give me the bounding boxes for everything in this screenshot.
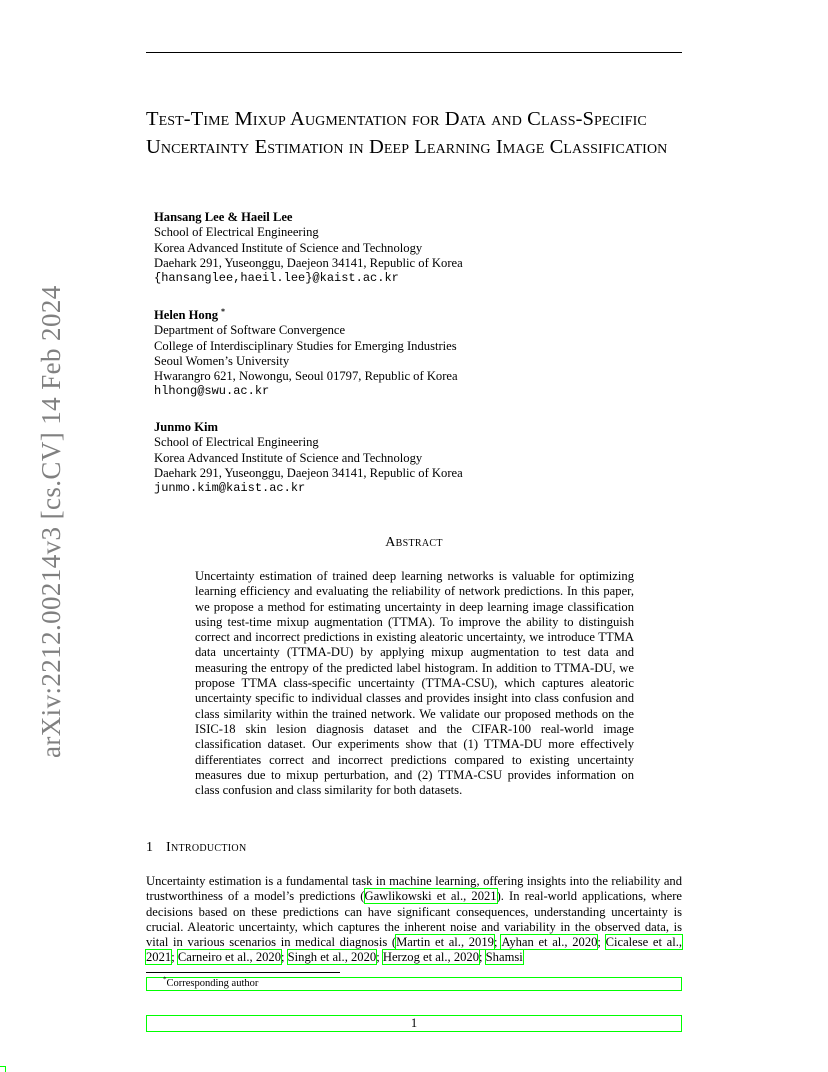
paragraph-text: ; [281, 950, 288, 965]
citation-link[interactable]: Carneiro et al., 2020 [177, 950, 282, 965]
paragraph-text: ; [171, 950, 178, 965]
paragraph-text: ; [493, 935, 502, 950]
footnote-text: Corresponding author [166, 978, 259, 989]
link-annotation-corner [0, 1066, 6, 1072]
citation-link[interactable]: Shamsi [485, 950, 523, 965]
paragraph-text: ; [597, 935, 606, 950]
author-name: Helen Hong * [154, 306, 226, 322]
author-email[interactable]: {hansanglee,haeil.lee}@kaist.ac.kr [154, 271, 399, 286]
author-name: Junmo Kim [154, 420, 219, 434]
author-name: Hansang Lee & Haeil Lee [154, 210, 293, 224]
affiliation-line: School of Electrical Engineering [154, 225, 319, 240]
citation-link[interactable]: Cicalese et al., 2021 [146, 935, 683, 965]
page-number-text: 1 [410, 1016, 418, 1030]
top-rule [146, 52, 682, 53]
affiliation-line: Daehark 291, Yuseonggu, Daejeon 34141, Republic of Korea [154, 255, 463, 270]
paragraph-text: ; [479, 950, 486, 965]
introduction-paragraph [146, 874, 682, 966]
footnote-rule [146, 972, 340, 973]
affiliation-line: Korea Advanced Institute of Science and Technology [154, 450, 423, 465]
abstract-text: Uncertainty estimation of trained deep learning networks is valuable for optimizing learning efficiency and evaluating the reliability of network predictions. In this paper, we propose a method for estimating uncertainty in deep learning image classification using test-time mixup augmentation (TTMA). To improve the ability to distinguish correct and incorrect predictions in existing aleatoric uncertainty, we introduce TTMA data uncertainty (TTMA-DU) by applying mixup augmentation to test data and measuring the entropy of the predicted label histogram. In addition to TTMA-DU, we propose TTMA class-specific uncertainty (TTMA-CSU), which captures aleatoric uncertainty specific to individual classes and provides insight into class confusion and class similarity within the trained network. We validate our proposed methods on the ISIC-18 skin lesion diagnosis dataset and the CIFAR-100 real-world image classification dataset. Our experiments show that (1) TTMA-DU more effectively differentiates correct and incorrect predictions compared to existing uncertainty measures due to mixup perturbation, and (2) TTMA-CSU provides information on class confusion and class similarity for both datasets. [195, 569, 634, 798]
author-block-1 [154, 210, 714, 286]
affiliation-line: Hwarangro 621, Nowongu, Seoul 01797, Republic of Korea [154, 369, 458, 384]
footnote[interactable] [146, 977, 682, 991]
citation-link[interactable]: Martin et al., 2019 [396, 935, 494, 950]
affiliation-line: Seoul Women’s University [154, 353, 290, 368]
section-heading-introduction [146, 840, 246, 856]
section-title: Introduction [166, 840, 247, 855]
author-block-3 [154, 420, 714, 496]
abstract-heading: Abstract [385, 535, 443, 550]
author-email[interactable]: junmo.kim@kaist.ac.kr [154, 481, 306, 496]
page-number[interactable] [146, 1015, 682, 1032]
affiliation-line: Department of Software Convergence [154, 323, 346, 338]
affiliation-line: College of Interdisciplinary Studies for Emerging Industries [154, 338, 457, 353]
author-email[interactable]: hlhong@swu.ac.kr [154, 384, 270, 399]
footnote-marker: * [163, 975, 167, 984]
paragraph-text: ). In real-world applications, where decisions based on these predictions can have significant consequences, understanding uncertainty is crucial. Aleatoric uncertainty, which captures the inherent noise and variability in the observed data, is vital in various scenarios in medical diagnosis ( [146, 889, 682, 950]
section-number: 1 [146, 840, 153, 855]
arxiv-identifier-stamp[interactable]: arXiv:2212.00214v3 [cs.CV] 14 Feb 2024 [36, 285, 66, 758]
affiliation-line: Daehark 291, Yuseonggu, Daejeon 34141, Republic of Korea [154, 465, 463, 480]
citation-link[interactable]: Herzog et al., 2020 [382, 950, 480, 965]
paragraph-text: Uncertainty estimation is a fundamental task in machine learning, offering insights into the reliability and trustworthiness of a model’s predictions ( [146, 874, 682, 904]
affiliation-line: School of Electrical Engineering [154, 435, 319, 450]
affiliation-line: Korea Advanced Institute of Science and Technology [154, 240, 423, 255]
paper-title: Test-Time Mixup Augmentation for Data and Class-Specific Uncertainty Estimation in Deep Learning Image Classification [146, 108, 668, 158]
corresponding-author-marker: * [221, 306, 226, 316]
citation-link[interactable]: Singh et al., 2020 [287, 950, 377, 965]
paragraph-text: ; [376, 950, 383, 965]
citation-link[interactable]: Ayhan et al., 2020 [501, 935, 598, 950]
citation-link[interactable]: Gawlikowski et al., 2021 [364, 889, 497, 904]
author-block-2 [154, 308, 714, 400]
